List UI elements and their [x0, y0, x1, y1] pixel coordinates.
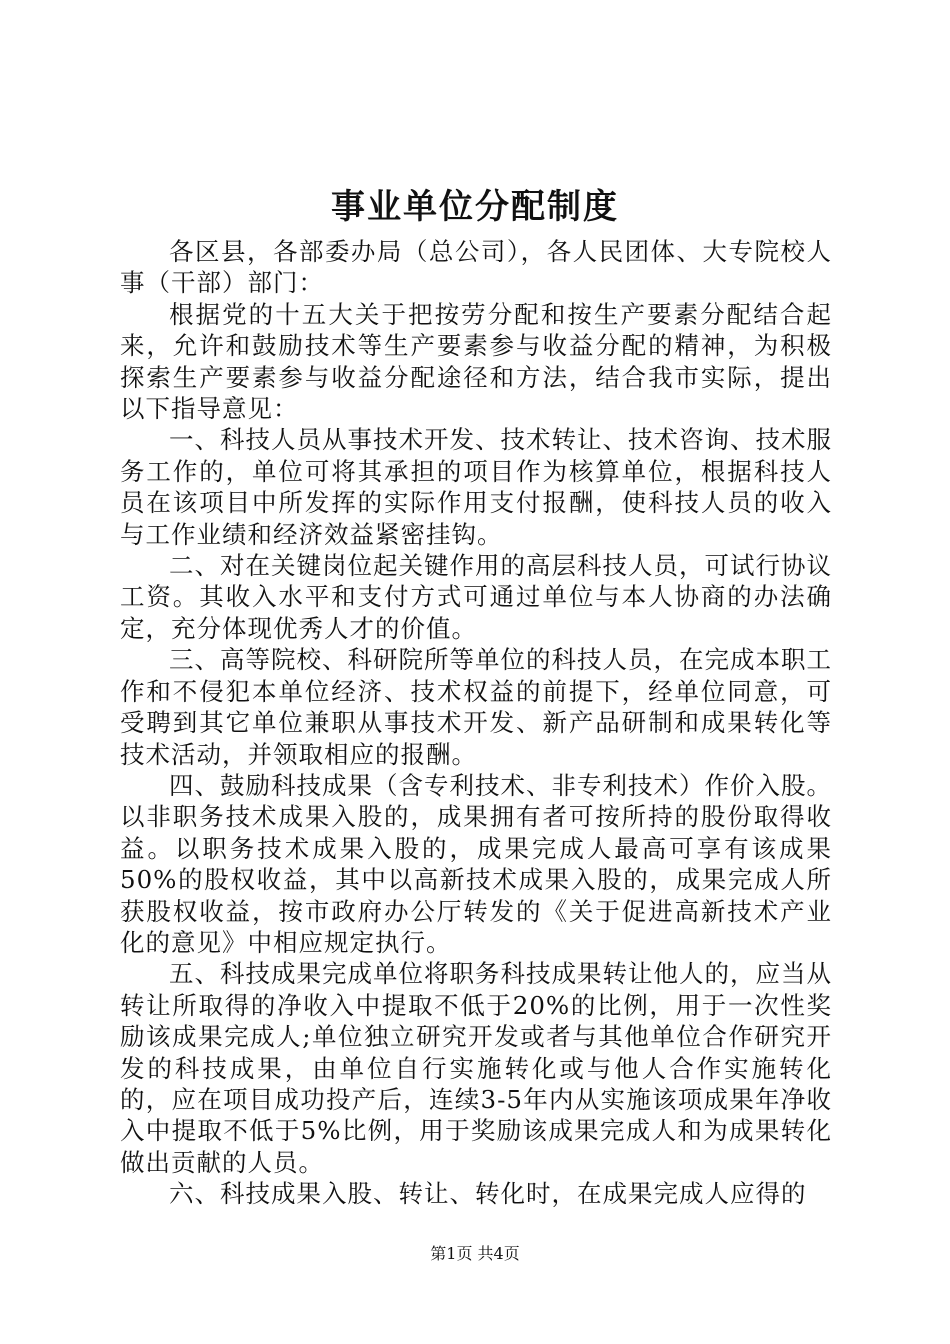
- paragraph-item-2: 二、对在关键岗位起关键作用的高层科技人员，可试行协议工资。其收入水平和支付方式可通过单位与本人协商的办法确定，充分体现优秀人才的价值。: [120, 551, 832, 643]
- paragraph-item-5: 五、科技成果完成单位将职务科技成果转让他人的，应当从转让所取得的净收入中提取不低于20%的比例，用于一次性奖励该成果完成人;单位独立研究开发或者与其他单位合作研究开发的科技成果，由单位自行实施转化或与他人合作实施转化的，应在项目成功投产后，连续3-5年内从实施该项成果年净收入中提取不低于5%比例，用于奖励该成果完成人和为成果转化做出贡献的人员。: [120, 959, 832, 1177]
- paragraph-intro: 根据党的十五大关于把按劳分配和按生产要素分配结合起来，允许和鼓励技术等生产要素参与收益分配的精神，为积极探索生产要素参与收益分配途径和方法，结合我市实际，提出以下指导意见：: [120, 299, 832, 424]
- paragraph-salutation: 各区县，各部委办局（总公司），各人民团体、大专院校人事（干部）部门：: [120, 237, 832, 298]
- document-title: 事业单位分配制度: [331, 187, 619, 227]
- paragraph-item-6: 六、科技成果入股、转让、转化时，在成果完成人应得的: [169, 1179, 807, 1209]
- paragraph-item-4: 四、鼓励科技成果（含专利技术、非专利技术）作价入股。以非职务技术成果入股的，成果拥有者可按所持的股份取得收益。以职务技术成果入股的，成果完成人最高可享有该成果50%的股权收益，其中以高新技术成果入股的，成果完成人所获股权收益，按市政府办公厅转发的《关于促进高新技术产业化的意见》中相应规定执行。: [120, 770, 832, 957]
- paragraph-item-1: 一、科技人员从事技术开发、技术转让、技术咨询、技术服务工作的，单位可将其承担的项目作为核算单位，根据科技人员在该项目中所发挥的实际作用支付报酬，使科技人员的收入与工作业绩和经济效益紧密挂钩。: [120, 425, 832, 549]
- document-body: [120, 236, 832, 1210]
- page-number-footer: 第1页 共4页: [430, 1244, 520, 1263]
- paragraph-item-3: 三、高等院校、科研院所等单位的科技人员，在完成本职工作和不侵犯本单位经济、技术权益的前提下，经单位同意，可受聘到其它单位兼职从事技术开发、新产品研制和成果转化等技术活动，并领取相应的报酬。: [120, 645, 832, 769]
